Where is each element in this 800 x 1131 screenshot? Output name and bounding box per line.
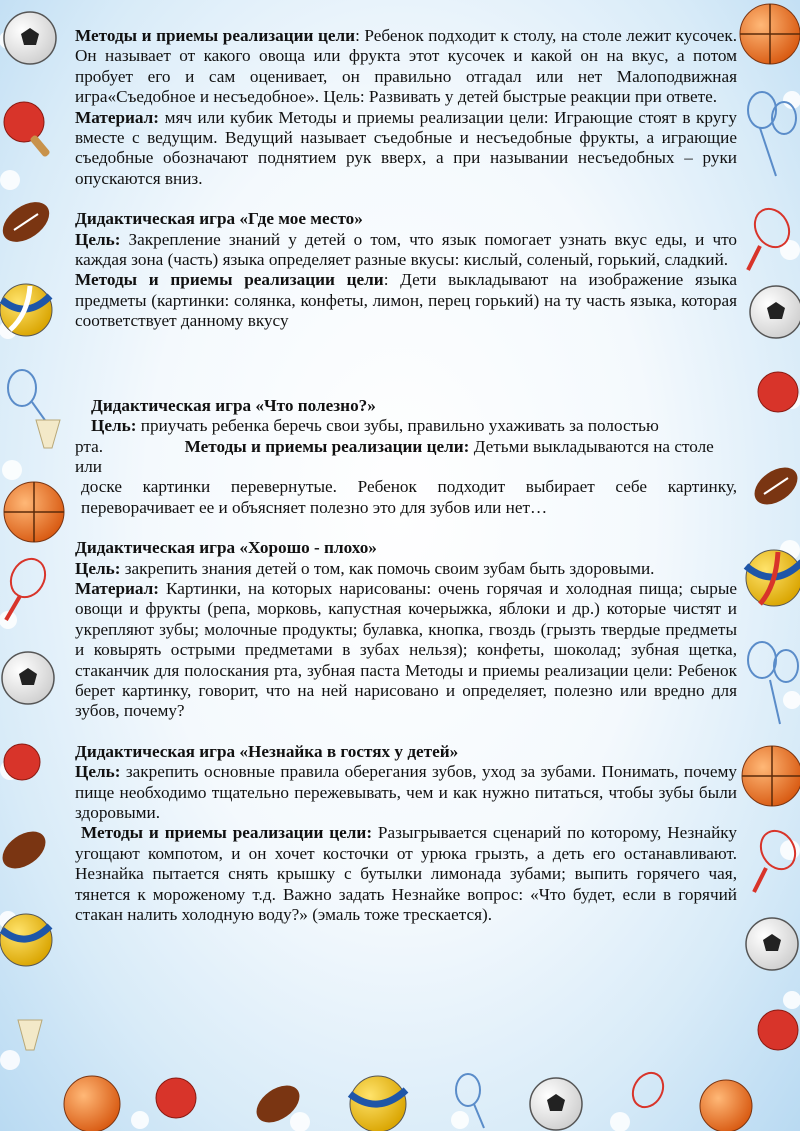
soccer-ball-icon [746, 918, 798, 970]
game-title: Дидактическая игра «Что полезно?» [91, 395, 376, 415]
label: Цель: [75, 558, 121, 578]
soccer-ball-icon [4, 12, 56, 64]
paragraph-b2-goal: Цель: Закрепление знаний у детей о том, что язык помогает узнать вкус еды, и что каждая зона (часть) языка определяет разные вкусы: кислый, соленый, горький, сладкий. [75, 229, 737, 270]
shuttlecock-icon [36, 420, 60, 448]
shuttlecock-icon [18, 1020, 42, 1050]
badminton-racket-icon [748, 642, 798, 724]
volleyball-icon [746, 550, 800, 606]
soccer-ball-icon [750, 286, 800, 338]
ping-pong-paddle-icon [758, 372, 798, 412]
rugby-ball-icon [0, 824, 52, 876]
document-body [75, 26, 737, 925]
ping-pong-paddle-icon [4, 744, 40, 780]
label: Методы и приемы реализации цели [75, 26, 356, 45]
soccer-ball-icon [2, 652, 54, 704]
paragraph-b2-methods: Методы и приемы реализации цели: Дети выкладывают на изображение языка предметы (картинки: солянка, конфеты, лимон, перец горький) на ту часть языка, которая соответствует данному вкусу [75, 270, 737, 331]
basketball-icon [740, 4, 800, 64]
label: Методы и приемы реализации цели: [81, 823, 373, 843]
ping-pong-paddle-icon [758, 1010, 798, 1050]
label: Цель: [91, 416, 137, 436]
basketball-icon [742, 746, 800, 806]
paragraph-b3-goal: Цель: приучать ребенка беречь свои зубы, правильно ухаживать за полостью рта. Методы и приемы реализации цели: Детьми выкладываются на столе или [75, 416, 714, 476]
tennis-racket-icon [4, 553, 52, 620]
basketball-icon [64, 1076, 120, 1131]
paragraph-b3-text: доске картинки перевернутые. Ребенок подходит выбирает себе картинку, переворачивает ее и объясняет полезно это для зубов или нет… [81, 477, 737, 517]
rugby-ball-icon [748, 460, 800, 512]
ping-pong-paddle-icon [4, 102, 51, 158]
label: Методы и приемы реализации цели [75, 270, 384, 290]
label: Цель: [75, 762, 121, 782]
game-title: Дидактическая игра «Хорошо - плохо» [75, 538, 377, 558]
volleyball-icon [350, 1076, 406, 1131]
volleyball-icon [0, 284, 52, 336]
paragraph-b1-material: Материал: мяч или кубик Методы и приемы реализации цели: Играющие стоят в кругу вместе с ведущим. Ведущий называет съедобные и несъедобные фрукты, а играющие съедобные обозначают поднятием рук вверх, а при назывании несъедобных – руки опускаются вниз. [75, 107, 737, 188]
label: Методы и приемы реализации цели: [184, 436, 470, 456]
tennis-racket-icon [627, 1067, 669, 1112]
label: Материал: [75, 107, 160, 127]
soccer-ball-icon [530, 1078, 582, 1130]
label: Материал: [75, 578, 160, 598]
game-title: Дидактическая игра «Где мое место» [75, 209, 363, 229]
game-title: Дидактическая игра «Незнайка в гостях у детей» [75, 741, 459, 761]
paragraph-b4-material: Материал: Картинки, на которых нарисованы: очень горячая и холодная пища; сырые овощи и фрукты (репа, морковь, капустная кочерыжка, яблоки и др.) которые чистят и укрепляют зубы; молочные продукты; булавка, кнопка, гвоздь (грызть твердые предметы и ковырять острыми предметами в зубах нельзя); конфеты, шоколад; зубная щетка, стаканчик для полоскания рта, зубная паста Методы и приемы реализации цели: Ребенок берет картинку, говорит, что на ней нарисовано и определяет, полезно или вредно для зубов, почему? [75, 578, 737, 721]
basketball-icon [700, 1080, 752, 1131]
ping-pong-paddle-icon [156, 1078, 196, 1118]
basketball-icon [4, 482, 64, 542]
rugby-ball-icon [0, 194, 56, 250]
paragraph-b4-goal: Цель: закрепить знания детей о том, как помочь своим зубам быть здоровыми. [75, 558, 655, 578]
label: Цель: [75, 229, 121, 249]
volleyball-icon [0, 914, 52, 966]
paragraph-b1: Методы и приемы реализации цели: Ребенок подходит к столу, на столе лежит кусочек. Он называет от какого овоща или фрукта этот кусочек и какой он на вкус, а потом пробует его и сам оценивает, он правильно отгадал или нет Малоподвижная игра«Съедобное и несъедобное». Цель: Развивать у детей быстрые реакции при ответе. [75, 26, 738, 107]
paragraph-b5-methods: Методы и приемы реализации цели: Разыгрывается сценарий по которому, Незнайку угощают компотом, и он хочет косточки от урюка грызть, а деть его останавливают. Незнайка пытается снять крышку с бутылки лимонада зубами; выпить горячего чая, тянется к мороженому т.д. Важно задать Незнайке вопрос: «Что будет, если в горячий стакан налить холодную воду?» (эмаль тоже трескается). [75, 823, 737, 925]
paragraph-b5-goal: Цель: закрепить основные правила оберегания зубов, уход за зубами. Понимать, почему пище необходимо тщательно пережевывать, чем и как нужно питаться, чтобы зубы были здоровыми. [75, 762, 737, 822]
